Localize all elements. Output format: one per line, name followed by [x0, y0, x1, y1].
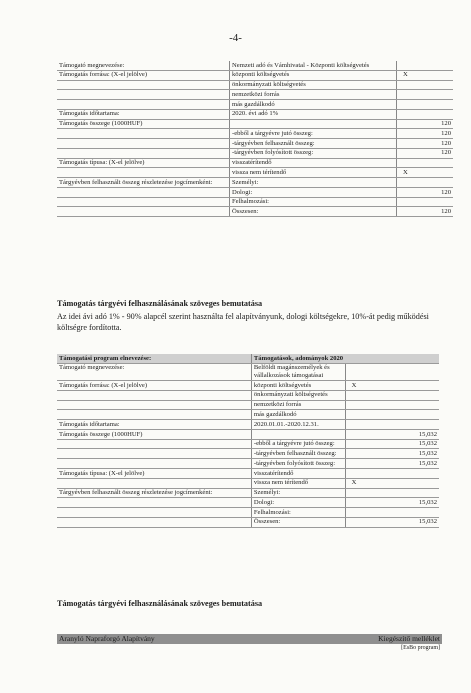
row-item: 2020. évi adó 1%: [230, 109, 397, 119]
row-item: Dologi:: [230, 187, 397, 197]
table-row: [57, 158, 453, 168]
row-label: Támogatás időtartama:: [57, 109, 230, 119]
row-amount: 15,032: [345, 449, 439, 459]
row-amount: [397, 197, 454, 207]
row-amount: 15,032: [345, 439, 439, 449]
row-amount: [345, 488, 439, 498]
row-mark: X: [345, 381, 439, 391]
row-item: -ebből a tárgyévre jutó összeg:: [251, 439, 345, 449]
table-row: [57, 178, 453, 188]
row-amount: [397, 61, 454, 70]
row-amount: [397, 90, 454, 100]
row-amount: [397, 109, 454, 119]
row-label: Támogatás időtartama:: [57, 420, 251, 430]
row-item: Belföldi magánszemélyek és vállalkozások támogatásai: [251, 363, 345, 380]
table-row: [57, 381, 439, 391]
row-mark: X: [397, 70, 454, 80]
row-amount: 15,032: [345, 498, 439, 508]
row-label: [57, 400, 251, 410]
table-row: [57, 400, 439, 410]
footer-organization: Aranyló Napraforgó Alapítvány: [59, 634, 155, 643]
table-row: [57, 109, 453, 119]
row-label: Támogató megnevezése:: [57, 61, 230, 70]
footer-bar: [57, 634, 442, 644]
table-row: [57, 197, 453, 207]
row-label: [57, 410, 251, 420]
row-amount: 120: [397, 148, 454, 158]
row-amount: 15,032: [345, 459, 439, 469]
row-item: önkormányzati költségvetés: [251, 390, 345, 400]
row-item: -tárgyévben felhasznált összeg:: [230, 139, 397, 149]
row-item: -tárgyévben felhasznált összeg:: [251, 449, 345, 459]
row-item: más gazdálkodó: [251, 410, 345, 420]
row-label: [57, 90, 230, 100]
row-item: Felhalmozási:: [230, 197, 397, 207]
row-label: [57, 390, 251, 400]
table-row: [57, 207, 453, 217]
row-label: [57, 459, 251, 469]
row-label: [57, 449, 251, 459]
row-item: Nemzeti adó és Vámhivatal - Központi költségvetés: [230, 61, 397, 70]
row-item: [251, 429, 345, 439]
row-amount: 120: [397, 129, 454, 139]
table-row: [57, 80, 453, 90]
row-item: [230, 119, 397, 129]
row-amount: [345, 363, 439, 380]
row-amount: [345, 390, 439, 400]
row-amount: 120: [397, 207, 454, 217]
row-label: Tárgyévben felhasznált összeg részletezése jogcímenként:: [57, 178, 230, 188]
program-name-value: Támogatások, adományok 2020: [251, 354, 439, 363]
row-label: Tárgyévben felhasznált összeg részletezése jogcímenként:: [57, 488, 251, 498]
row-item: nemzetközi forrás: [251, 400, 345, 410]
row-label: [57, 197, 230, 207]
row-label: [57, 498, 251, 508]
row-label: [57, 439, 251, 449]
row-label: [57, 168, 230, 178]
row-item: -tárgyévben folyósított összeg:: [230, 148, 397, 158]
row-item: Felhalmozási:: [251, 508, 345, 518]
table-row: [57, 139, 453, 149]
row-label: Támogatás összege (1000HUF): [57, 119, 230, 129]
table-row: [57, 129, 453, 139]
row-label: Támogató megnevezése:: [57, 363, 251, 380]
row-item: visszatérítendő: [230, 158, 397, 168]
row-item: 2020.01.01.-2020.12.31.: [251, 420, 345, 430]
row-item: más gazdálkodó: [230, 100, 397, 110]
table-row: [57, 168, 453, 178]
row-item: központi költségvetés: [251, 381, 345, 391]
row-amount: [345, 410, 439, 420]
table-row: [57, 390, 439, 400]
page-number: -4-: [229, 32, 242, 44]
row-item: Összesen:: [230, 207, 397, 217]
table-row: [57, 420, 439, 430]
table-row: [57, 488, 439, 498]
section-heading-1: Támogatás tárgyévi felhasználásának szöveges bemutatása: [57, 299, 263, 308]
support-table-2: [57, 354, 439, 528]
footer-document-type: Kiegészítő melléklet: [378, 634, 440, 643]
row-item: Összesen:: [251, 517, 345, 527]
table-row: [57, 90, 453, 100]
row-label: Támogatás forrása: (X-el jelölve): [57, 70, 230, 80]
row-amount: [345, 400, 439, 410]
row-item: vissza nem térítendő: [251, 478, 345, 488]
table-row: [57, 70, 453, 80]
row-mark: X: [345, 478, 439, 488]
support-table-1: [57, 61, 453, 217]
row-label: [57, 508, 251, 518]
table-row: [57, 459, 439, 469]
row-amount: [345, 420, 439, 430]
row-amount: 120: [397, 139, 454, 149]
row-amount: [397, 80, 454, 90]
row-amount: 120: [397, 119, 454, 129]
row-label: [57, 139, 230, 149]
row-item: önkormányzati költségvetés: [230, 80, 397, 90]
row-item: -tárgyévben folyósított összeg:: [251, 459, 345, 469]
row-item: vissza nem térítendő: [230, 168, 397, 178]
row-amount: [345, 508, 439, 518]
table-row: [57, 508, 439, 518]
row-label: [57, 100, 230, 110]
row-item: központi költségvetés: [230, 70, 397, 80]
footer-program: [EsBo program]: [401, 645, 440, 651]
table-row: [57, 100, 453, 110]
row-amount: 120: [397, 187, 454, 197]
row-label: Támogatás összege (1000HUF): [57, 429, 251, 439]
row-label: [57, 129, 230, 139]
table-row: [57, 410, 439, 420]
row-label: [57, 148, 230, 158]
row-label: Támogatás forrása: (X-el jelölve): [57, 381, 251, 391]
table-header-row: [57, 354, 439, 363]
section-heading-2: Támogatás tárgyévi felhasználásának szöveges bemutatása: [57, 599, 263, 608]
table-row: [57, 119, 453, 129]
table-row: [57, 517, 439, 527]
row-item: Személyi:: [251, 488, 345, 498]
program-name-label: Támogatási program elnevezése:: [57, 354, 251, 363]
row-amount: 15,032: [345, 517, 439, 527]
table-row: [57, 469, 439, 479]
row-amount: 15,032: [345, 429, 439, 439]
table-row: [57, 439, 439, 449]
table-row: [57, 498, 439, 508]
row-item: Dologi:: [251, 498, 345, 508]
row-item: -ebből a tárgyévre jutó összeg:: [230, 129, 397, 139]
row-amount: [397, 158, 454, 168]
row-amount: [397, 178, 454, 188]
table-row: [57, 478, 439, 488]
row-amount: [345, 469, 439, 479]
row-label: Támogatás típusa: (X-el jelölve): [57, 469, 251, 479]
table-row: [57, 363, 439, 380]
row-label: [57, 80, 230, 90]
table-row: [57, 148, 453, 158]
row-label: [57, 478, 251, 488]
row-label: [57, 187, 230, 197]
table-row: [57, 187, 453, 197]
row-item: nemzetközi forrás: [230, 90, 397, 100]
row-label: [57, 517, 251, 527]
row-label: Támogatás típusa: (X-el jelölve): [57, 158, 230, 168]
row-label: [57, 207, 230, 217]
row-mark: X: [397, 168, 454, 178]
row-item: Személyi:: [230, 178, 397, 188]
table-row: [57, 429, 439, 439]
row-item: visszatérítendő: [251, 469, 345, 479]
row-amount: [397, 100, 454, 110]
table-row: [57, 61, 453, 70]
section-text-1: Az idei ávi adó 1% - 90% alapcél szerint használta fel alapítványunk, dologi költségekre, 10%-át pedig működési költségre fordította.: [57, 312, 429, 332]
table-row: [57, 449, 439, 459]
